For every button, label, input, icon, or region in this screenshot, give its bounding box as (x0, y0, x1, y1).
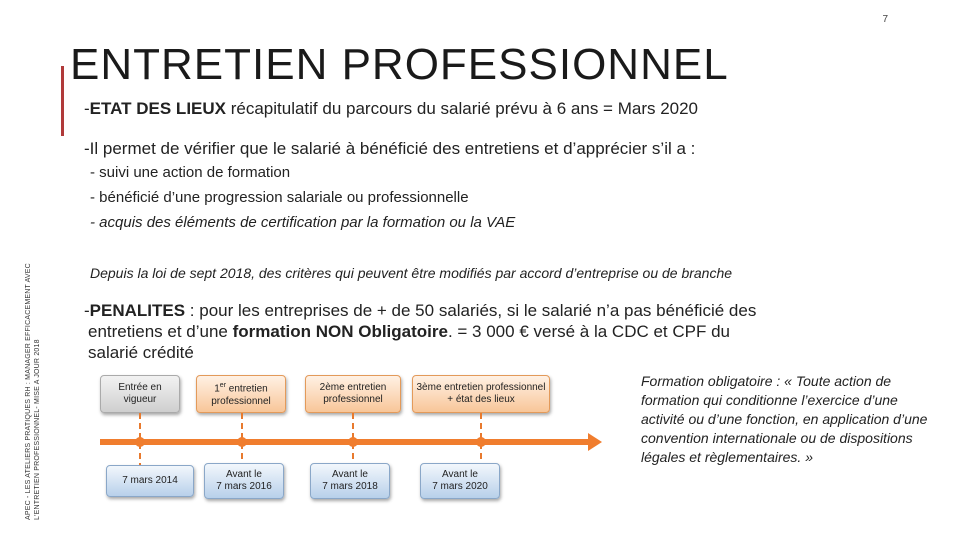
penal-text2: entretiens et d’une (88, 322, 233, 341)
etat-bold: ETAT DES LIEUX (89, 99, 226, 118)
timeline-top-box-3eme (412, 375, 550, 413)
penal-text3: . = 3 000 € versé à la CDC et CPF du (447, 322, 731, 341)
timeline-bottom-box-2020 (420, 463, 500, 499)
timeline-dot (348, 437, 358, 447)
title-accent-bar (61, 66, 64, 136)
penal-text4: salarié crédité (88, 343, 194, 362)
timeline-top-box-entree (100, 375, 180, 413)
timeline-top-0-line2: vigueur (123, 394, 157, 405)
timeline-arrow-head (588, 433, 602, 451)
timeline-bottom-1-line1: Avant le (226, 469, 262, 480)
timeline-bottom-box-2018 (310, 463, 390, 499)
timeline-top-1-line2: professionnel (211, 395, 271, 407)
timeline-top-1-line1b: entretien (226, 383, 268, 395)
etat-des-lieux-line (84, 99, 698, 119)
sub-item-progression: - bénéficié d’une progression salariale ou professionnelle (90, 189, 469, 206)
page-title: ENTRETIEN PROFESSIONNEL (70, 40, 729, 89)
timeline-bottom-box-2016 (204, 463, 284, 499)
penalites-block (84, 300, 884, 363)
vertical-footer-line2: L'ENTRETIEN PROFESSIONNEL- MISE A JOUR 2018 (34, 339, 41, 520)
timeline-top-2-line1: 2ème entretien (319, 382, 387, 393)
timeline-bottom-1-line2: 7 mars 2016 (216, 481, 272, 492)
timeline-bottom-2-line2: 7 mars 2018 (322, 481, 378, 492)
timeline-bottom-3-line2: 7 mars 2020 (432, 481, 488, 492)
timeline-bottom-3-line1: Avant le (442, 469, 478, 480)
timeline-top-0-line1: Entrée en (118, 382, 162, 393)
penal-text1: : pour les entreprises de + de 50 salariés, si le salarié n’a pas bénéficié des (185, 301, 757, 320)
timeline-top-3-line1: 3ème entretien professionnel (416, 382, 546, 393)
timeline-bottom-2-line1: Avant le (332, 469, 368, 480)
penal-bold2: formation NON Obligatoire (232, 322, 448, 341)
timeline-top-2-line2: professionnel (323, 394, 383, 405)
verifier-line: -Il permet de vérifier que le salarié à bénéficié des entretiens et d’apprécier s’il a : (84, 139, 696, 158)
timeline-dot (476, 437, 486, 447)
etat-dash: - (84, 99, 90, 118)
timeline-top-3-line2: + état des lieux (447, 394, 515, 405)
timeline-top-1-line1: 1 (214, 383, 220, 395)
timeline-top-box-2eme (305, 375, 401, 413)
sub-item-formation: - suivi une action de formation (90, 164, 291, 181)
penal-dash: - (84, 301, 90, 320)
timeline-bottom-box-2014 (106, 465, 194, 497)
timeline-dot (135, 437, 145, 447)
etat-rest: récapitulatif du parcours du salarié prévu à 6 ans = Mars 2020 (226, 99, 699, 118)
formation-obligatoire-note: Formation obligatoire : « Toute action de formation qui conditionne l’exercice d’une activité ou d’une fonction, en application d’une convention internationale ou de dispositions légales et règlementaires. » (641, 373, 928, 465)
timeline-dot (237, 437, 247, 447)
vertical-footer (24, 220, 42, 520)
penal-bold: PENALITES (89, 301, 186, 320)
sub-item-certification: - acquis des éléments de certification par la formation ou la VAE (90, 214, 516, 231)
timeline-top-box-1er (196, 375, 286, 413)
timeline-bottom-0-line1: 7 mars 2014 (122, 475, 178, 486)
timeline-diagram (100, 373, 600, 503)
timeline-arrow-line (100, 439, 590, 445)
vertical-footer-line1: APEC - LES ATELIERS PRATIQUES RH : MANAGER EFFICACEMENT AVEC (25, 263, 32, 520)
timeline-top-1-sup: er (219, 382, 227, 390)
page-number: 7 (882, 14, 888, 25)
law-note: Depuis la loi de sept 2018, des critères qui peuvent être modifiés par accord d’entreprise ou de branche (90, 265, 733, 281)
